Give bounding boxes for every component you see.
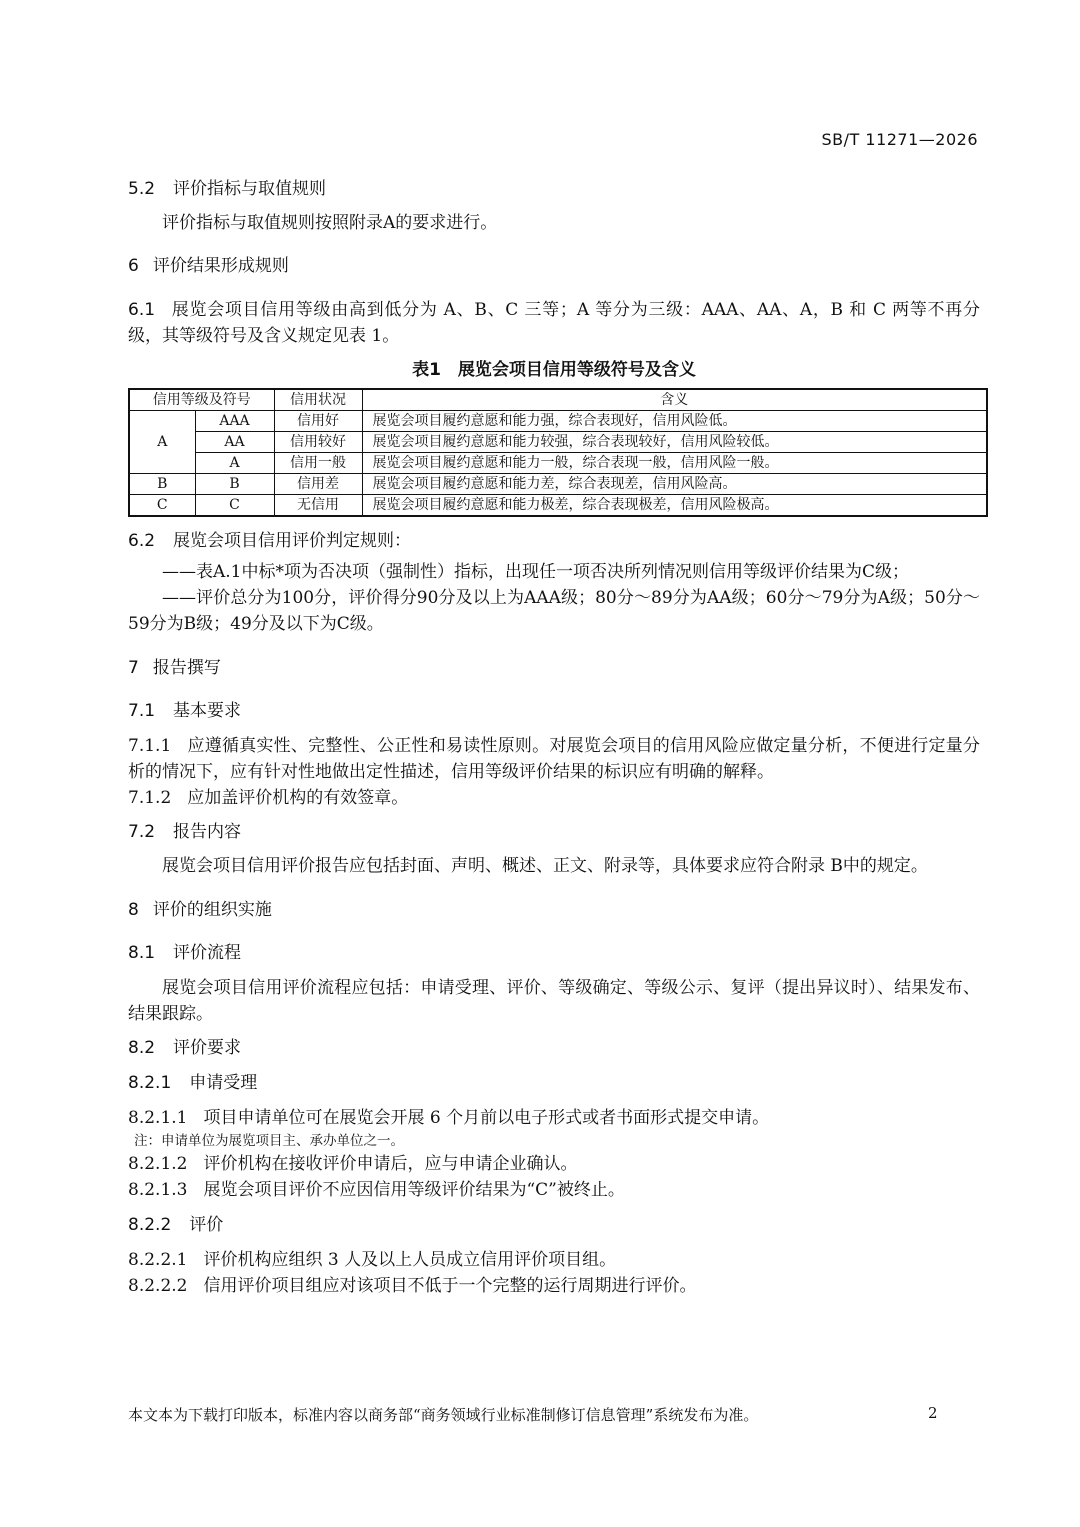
section-number: 7.2 bbox=[128, 822, 156, 842]
section-title: 展览会项目信用评价判定规则： bbox=[173, 531, 412, 551]
status-cell: 无信用 bbox=[274, 495, 362, 517]
clause-text: 评价机构在接收评价申请后，应与申请企业确认。 bbox=[203, 1154, 578, 1174]
table-caption: 表1 展览会项目信用等级符号及含义 bbox=[412, 360, 696, 380]
status-cell: 信用好 bbox=[274, 411, 362, 432]
clause-8-2-2-1 bbox=[128, 1247, 980, 1273]
clause-text: 应遵循真实性、完整性、公正性和易读性原则。对展览会项目的信用风险应做定量分析，不便进行定量分析的情况下，应有针对性地做出定性描述，信用等级评价结果的标识应有明确的解释。 bbox=[128, 736, 980, 782]
clause-text: 项目申请单位可在展览会开展 6 个月前以电子形式或者书面形式提交申请。 bbox=[203, 1108, 770, 1128]
clause-text: 展览会项目评价不应因信用等级评价结果为“C”被终止。 bbox=[203, 1180, 625, 1200]
paragraph-text: 展览会项目信用等级由高到低分为 A、B、C 三等；A 等分为三级：AAA、AA、A，B 和 C 两等不再分级，其等级符号及含义规定见表 1。 bbox=[128, 300, 980, 346]
clause-number: 8.2.1.3 bbox=[128, 1180, 188, 1200]
clause-8-2-1-3 bbox=[128, 1177, 980, 1203]
section-title: 评价 bbox=[189, 1215, 224, 1235]
meaning-cell: 展览会项目履约意愿和能力差，综合表现差，信用风险高。 bbox=[362, 474, 987, 495]
clause-7-1-1 bbox=[128, 733, 980, 785]
section-number: 8.2.1 bbox=[128, 1073, 172, 1093]
header-meaning: 含义 bbox=[362, 389, 987, 411]
section-7-1-heading bbox=[128, 698, 980, 724]
symbol-cell: C bbox=[195, 495, 274, 517]
section-number: 8.2 bbox=[128, 1038, 156, 1058]
section-number: 7.1 bbox=[128, 701, 156, 721]
meaning-cell: 展览会项目履约意愿和能力一般，综合表现一般，信用风险一般。 bbox=[362, 453, 987, 474]
credit-grade-table bbox=[128, 388, 988, 517]
footer-notice: 本文本为下载打印版本，标准内容以商务部“商务领域行业标准制修订信息管理”系统发布为准。 bbox=[128, 1406, 759, 1424]
status-cell: 信用较好 bbox=[274, 432, 362, 453]
section-number: 8.2.2 bbox=[128, 1215, 172, 1235]
meaning-cell: 展览会项目履约意愿和能力强，综合表现好，信用风险低。 bbox=[362, 411, 987, 432]
section-title: 评价要求 bbox=[173, 1038, 242, 1058]
clause-number: 8.2.2.1 bbox=[128, 1250, 188, 1270]
symbol-cell: A bbox=[195, 453, 274, 474]
document-code: SB/T 11271—2026 bbox=[821, 130, 978, 149]
table-row bbox=[129, 411, 987, 432]
clause-text: 应加盖评价机构的有效签章。 bbox=[187, 788, 409, 808]
section-6-1-paragraph bbox=[128, 297, 980, 349]
section-7-heading bbox=[128, 655, 980, 681]
section-number: 7 bbox=[128, 658, 139, 678]
section-5-2-body: 评价指标与取值规则按照附录A的要求进行。 bbox=[162, 213, 498, 233]
clause-number: 8.2.1.1 bbox=[128, 1108, 188, 1128]
section-8-2-1-heading bbox=[128, 1070, 980, 1096]
clause-8-2-2-2 bbox=[128, 1273, 980, 1299]
clause-8-2-1-2 bbox=[128, 1151, 980, 1177]
table-row bbox=[129, 453, 987, 474]
clause-number: 8.2.2.2 bbox=[128, 1276, 188, 1296]
table-row bbox=[129, 432, 987, 453]
section-title: 报告内容 bbox=[173, 822, 242, 842]
grade-cell: A bbox=[129, 411, 195, 474]
section-number: 8.1 bbox=[128, 943, 156, 963]
section-title: 评价流程 bbox=[173, 943, 242, 963]
section-number: 6.2 bbox=[128, 531, 156, 551]
clause-number: 8.2.1.2 bbox=[128, 1154, 188, 1174]
page-number: 2 bbox=[928, 1404, 938, 1422]
note: 注：申请单位为展览项目主、承办单位之一。 bbox=[134, 1133, 404, 1149]
clause-7-1-2 bbox=[128, 785, 980, 811]
section-7-2-body: 展览会项目信用评价报告应包括封面、声明、概述、正文、附录等，具体要求应符合附录 B中的规定。 bbox=[162, 856, 928, 876]
rule-item: ——评价总分为100分，评价得分90分及以上为AAA级；80分～89分为AA级；60分～79分为A级；50分～59分为B级；49分及以下为C级。 bbox=[128, 588, 980, 634]
section-title: 基本要求 bbox=[173, 701, 242, 721]
table-row bbox=[129, 474, 987, 495]
section-number: 6 bbox=[128, 256, 139, 276]
section-title: 评价结果形成规则 bbox=[152, 256, 289, 276]
section-number: 6.1 bbox=[128, 300, 156, 320]
clause-text: 信用评价项目组应对该项目不低于一个完整的运行周期进行评价。 bbox=[203, 1276, 697, 1296]
section-8-2-heading bbox=[128, 1035, 980, 1061]
clause-text: 评价机构应组织 3 人及以上人员成立信用评价项目组。 bbox=[203, 1250, 617, 1270]
section-7-2-heading bbox=[128, 819, 980, 845]
meaning-cell: 展览会项目履约意愿和能力极差，综合表现极差，信用风险极高。 bbox=[362, 495, 987, 517]
section-number: 5.2 bbox=[128, 179, 156, 199]
header-status: 信用状况 bbox=[274, 389, 362, 411]
grade-cell: B bbox=[129, 474, 195, 495]
section-title: 评价指标与取值规则 bbox=[173, 179, 327, 199]
symbol-cell: AA bbox=[195, 432, 274, 453]
document-body bbox=[128, 176, 980, 1299]
section-number: 8 bbox=[128, 900, 139, 920]
section-8-2-2-heading bbox=[128, 1212, 980, 1238]
status-cell: 信用差 bbox=[274, 474, 362, 495]
table-header-row bbox=[129, 389, 987, 411]
clause-8-2-1-1 bbox=[128, 1105, 980, 1131]
section-title: 报告撰写 bbox=[152, 658, 221, 678]
symbol-cell: AAA bbox=[195, 411, 274, 432]
symbol-cell: B bbox=[195, 474, 274, 495]
section-8-heading bbox=[128, 897, 980, 923]
status-cell: 信用一般 bbox=[274, 453, 362, 474]
grade-cell: C bbox=[129, 495, 195, 517]
section-6-2-heading bbox=[128, 528, 980, 554]
header-grade-symbol: 信用等级及符号 bbox=[129, 389, 274, 411]
meaning-cell: 展览会项目履约意愿和能力较强，综合表现较好，信用风险较低。 bbox=[362, 432, 987, 453]
clause-number: 7.1.2 bbox=[128, 788, 172, 808]
section-title: 评价的组织实施 bbox=[152, 900, 272, 920]
table-row bbox=[129, 495, 987, 517]
section-8-1-body: 展览会项目信用评价流程应包括：申请受理、评价、等级确定、等级公示、复评（提出异议时）、结果发布、结果跟踪。 bbox=[128, 978, 980, 1024]
clause-number: 7.1.1 bbox=[128, 736, 172, 756]
section-5-2-heading bbox=[128, 176, 980, 202]
rule-item: ——表A.1中标*项为否决项（强制性）指标，出现任一项否决所列情况则信用等级评价结果为C级； bbox=[162, 562, 910, 582]
section-6-heading bbox=[128, 253, 980, 279]
section-title: 申请受理 bbox=[189, 1073, 258, 1093]
section-8-1-heading bbox=[128, 940, 980, 966]
